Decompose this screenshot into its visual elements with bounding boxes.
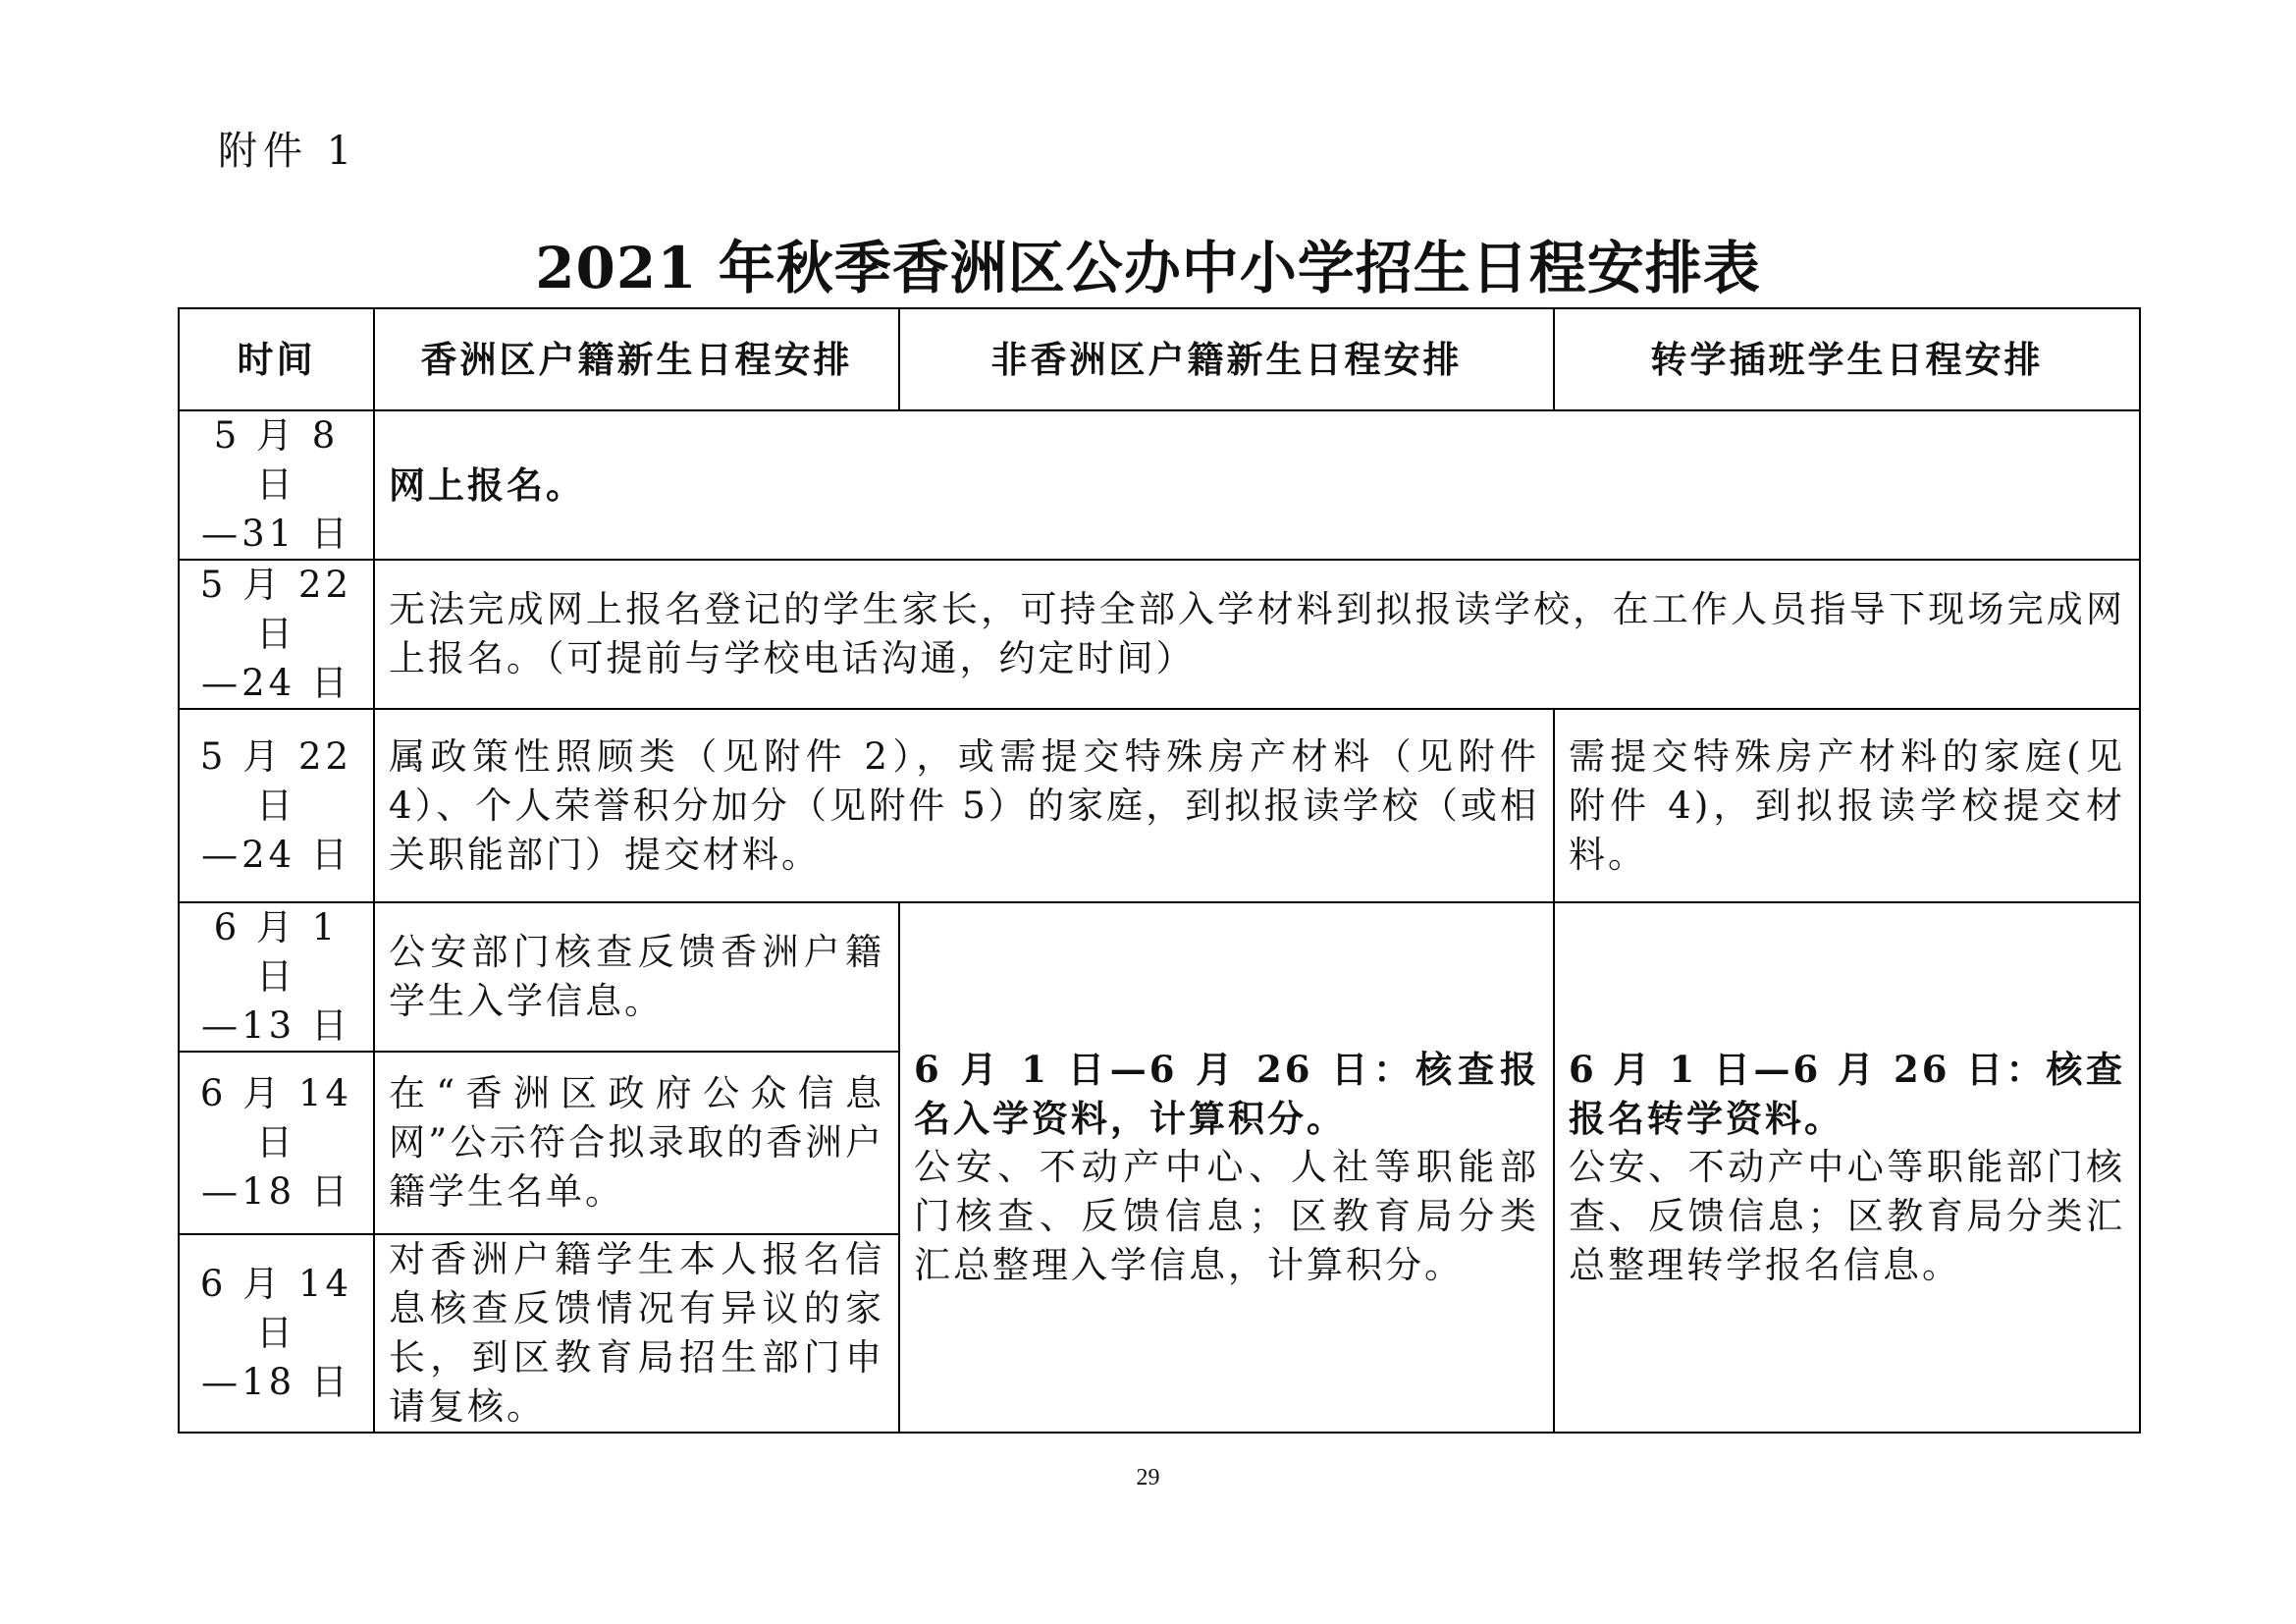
time-start: 6 月 1 日 xyxy=(213,906,340,998)
table-row xyxy=(179,410,2140,560)
time-end: —24 日 xyxy=(201,662,351,704)
local-content: 对香洲户籍学生本人报名信息核查反馈情况有异议的家长，到区教育局招生部门申请复核。 xyxy=(374,1234,899,1433)
nonlocal-merged-cell xyxy=(899,902,1554,1433)
table-row xyxy=(179,902,2140,1052)
time-end: —31 日 xyxy=(201,513,351,555)
transfer-bold-text: 6 月 1 日—6 月 26 日：核查报名转学资料。 xyxy=(1569,1048,2125,1140)
header-time: 时间 xyxy=(179,308,374,410)
time-cell xyxy=(179,1234,374,1433)
attachment-label: 附件 1 xyxy=(218,129,358,174)
time-end: —13 日 xyxy=(201,1004,351,1047)
time-cell xyxy=(179,1052,374,1234)
time-start: 5 月 8 日 xyxy=(213,414,340,506)
nonlocal-text: 公安、不动产中心、人社等职能部门核查、反馈信息；区教育局分类汇总整理入学信息，计算积分。 xyxy=(914,1146,1539,1286)
time-end: —24 日 xyxy=(201,833,351,876)
time-start: 5 月 22 日 xyxy=(199,734,353,827)
time-start: 6 月 14 日 xyxy=(199,1072,353,1164)
table-row xyxy=(179,560,2140,709)
row-content: 无法完成网上报名登记的学生家长，可持全部入学材料到拟报读学校，在工作人员指导下现场完成网上报名。（可提前与学校电话沟通，约定时间） xyxy=(374,560,2140,709)
time-cell xyxy=(179,410,374,560)
transfer-text: 公安、不动产中心等职能部门核查、反馈信息；区教育局分类汇总整理转学报名信息。 xyxy=(1569,1146,2125,1286)
local-content: 在“香洲区政府公众信息网”公示符合拟录取的香洲户籍学生名单。 xyxy=(374,1052,899,1234)
row-content: 属政策性照顾类（见附件 2），或需提交特殊房产材料（见附件 4）、个人荣誉积分加分（见附件 5）的家庭，到拟报读学校（或相关职能部门）提交材料。 xyxy=(374,709,1554,902)
time-end: —18 日 xyxy=(201,1170,351,1213)
page-title: 2021 年秋季香洲区公办中小学招生日程安排表 xyxy=(535,235,1761,301)
header-local: 香洲区户籍新生日程安排 xyxy=(374,308,899,410)
transfer-merged-cell xyxy=(1554,902,2140,1433)
time-start: 5 月 22 日 xyxy=(199,564,353,655)
time-end: —18 日 xyxy=(201,1361,351,1403)
header-transfer: 转学插班学生日程安排 xyxy=(1554,308,2140,410)
schedule-table xyxy=(178,307,2141,1434)
page-number: 29 xyxy=(1136,1465,1160,1490)
time-cell xyxy=(179,560,374,709)
transfer-content: 需提交特殊房产材料的家庭(见附件 4)，到拟报读学校提交材料。 xyxy=(1554,709,2140,902)
nonlocal-bold-text: 6 月 1 日—6 月 26 日：核查报名入学资料，计算积分。 xyxy=(914,1048,1539,1140)
header-nonlocal: 非香洲区户籍新生日程安排 xyxy=(899,308,1554,410)
time-cell xyxy=(179,709,374,902)
time-start: 6 月 14 日 xyxy=(199,1263,353,1354)
local-content: 公安部门核查反馈香洲户籍学生入学信息。 xyxy=(374,902,899,1052)
row-content: 网上报名。 xyxy=(374,410,2140,560)
header-row xyxy=(179,308,2140,410)
table-row xyxy=(179,709,2140,902)
time-cell xyxy=(179,902,374,1052)
